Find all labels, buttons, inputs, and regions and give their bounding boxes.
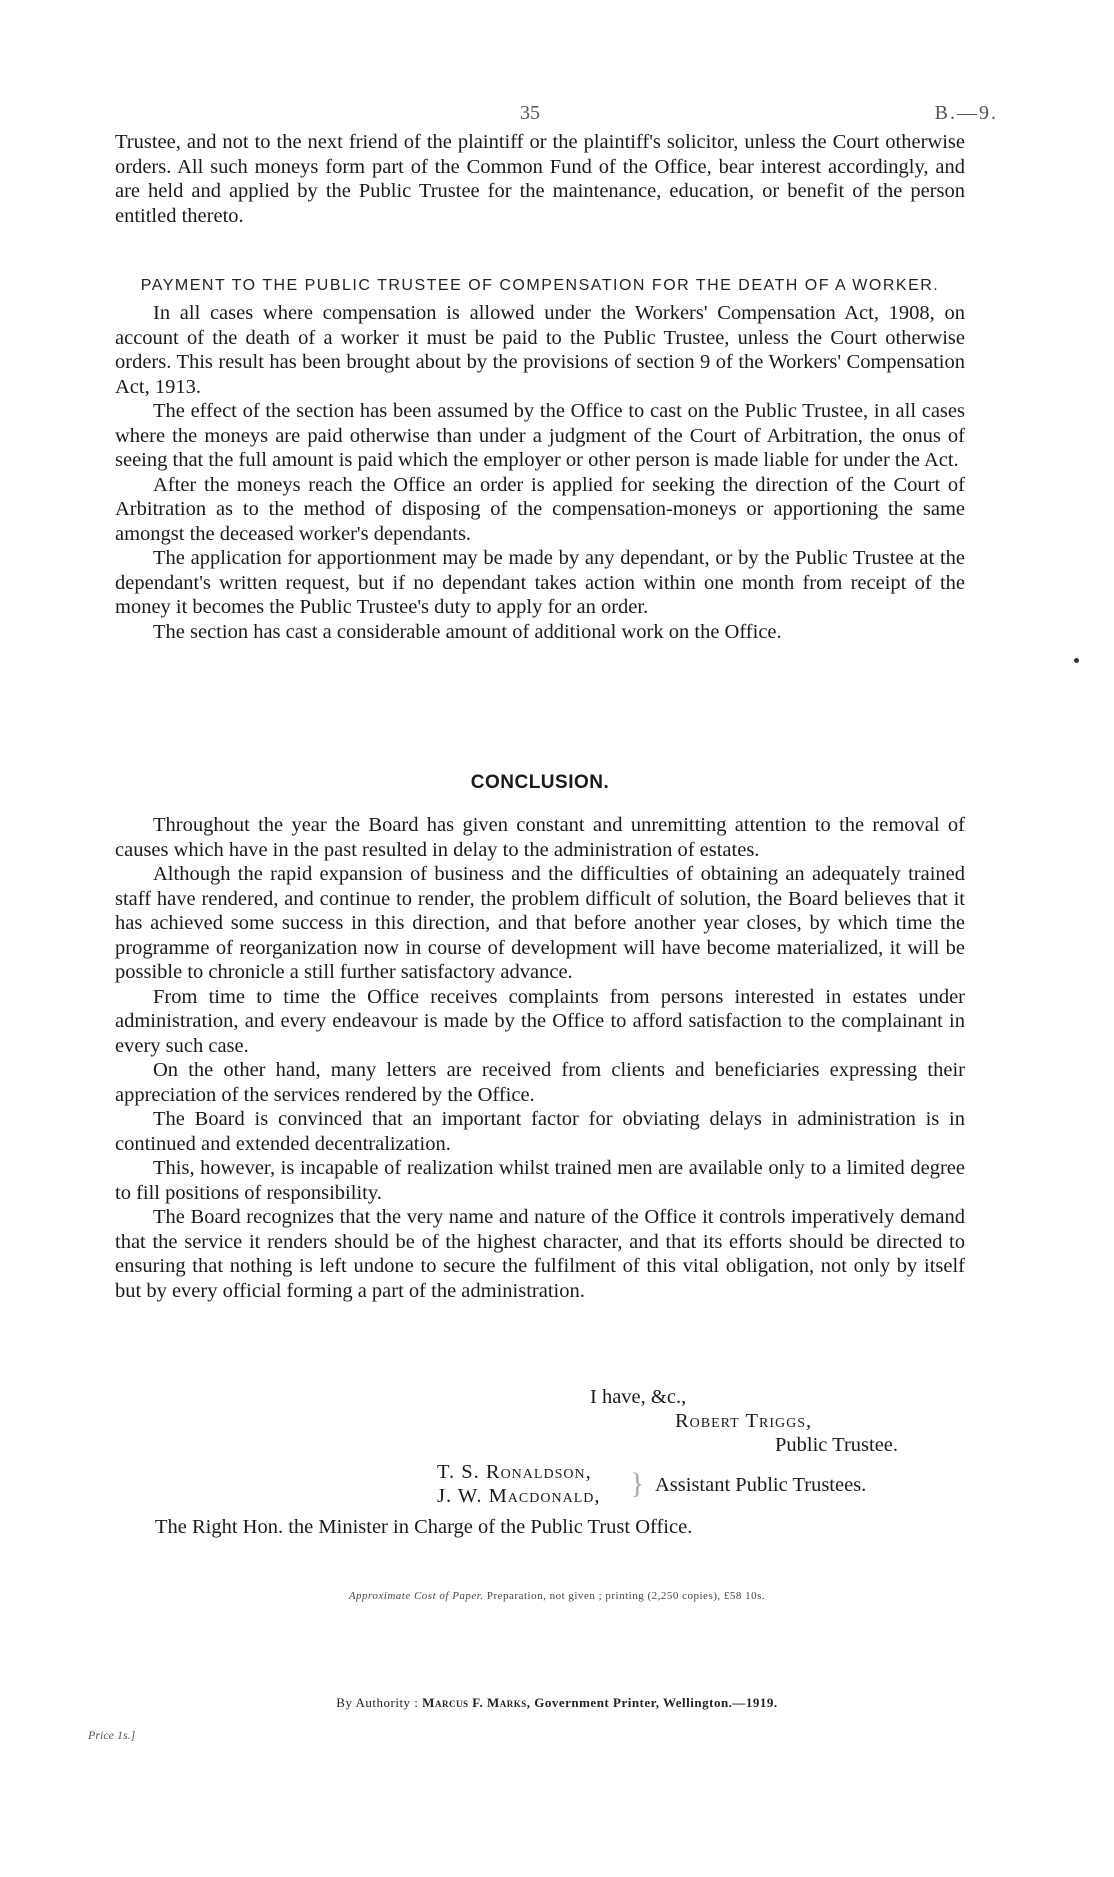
conclusion-paragraph-5: The Board is convinced that an important factor for obviating delays in administration is in continued and extended decentralization. (115, 1108, 965, 1155)
signature-title: Public Trustee. (775, 1434, 899, 1456)
conclusion-heading: CONCLUSION. (470, 772, 610, 793)
assistants-title: Assistant Public Trustees. (655, 1474, 867, 1496)
compensation-section (115, 275, 965, 644)
section-paragraph-5: The section has cast a considerable amount of additional work on the Office. (153, 620, 782, 643)
imprint-printer: Marcus F. Marks, (422, 1695, 531, 1710)
section-paragraph-1: In all cases where compensation is allowed under the Workers' Compensation Act, 1908, on account of the death of a worker it must be paid to the Public Trustee, unless the Court otherwise orders. This result has been brought about by the provisions of section 9 of the Workers' Compensation Act, 1913. (115, 302, 965, 398)
signature-name: Robert Triggs, (675, 1410, 813, 1432)
conclusion-paragraph-1: Throughout the year the Board has given constant and unremitting attention to the removal of causes which have in the past resulted in delay to the administration of estates. (115, 814, 965, 861)
addressee: The Right Hon. the Minister in Charge of the Public Trust Office. (155, 1516, 693, 1538)
section-paragraph-2: The effect of the section has been assumed by the Office to cast on the Public Trustee, in all cases where the moneys are paid otherwise than under a judgment of the Court of Arbitration, the onus of seeing that the full amount is paid which the employer or other person is made liable for under the Act. (115, 400, 965, 471)
section-paragraph-3: After the moneys reach the Office an order is applied for seeking the direction of the Court of Arbitration as to the method of disposing of the compensation-moneys or apportioning the same amongst the deceased worker's dependants. (115, 473, 965, 545)
print-speck (1074, 658, 1079, 663)
section-paragraph-4: The application for apportionment may be made by any dependant, or by the Public Trustee at the dependant's written request, but if no dependant takes action within one month from receipt of the money it becomes the Public Trustee's duty to apply for an order. (115, 547, 965, 618)
conclusion-paragraph-7: The Board recognizes that the very name and nature of the Office it controls imperatively demand that the service it renders should be of the highest character, and that its efforts should be directed to ensuring that nothing is left undone to secure the fulfilment of this vital obligation, not only by itself but by every official forming a part of the administration. (115, 1206, 965, 1302)
conclusion-section (115, 772, 965, 1303)
running-header (0, 102, 1114, 126)
price-note: Price 1s.] (88, 1728, 136, 1742)
imprint-suffix: Government Printer, Wellington.—1919. (534, 1695, 778, 1710)
assistant-trustee-1: T. S. Ronaldson, (437, 1461, 592, 1483)
imprint (0, 1695, 1114, 1711)
conclusion-paragraph-4: On the other hand, many letters are received from clients and beneficiaries expressing their appreciation of the services rendered by the Office. (115, 1059, 965, 1106)
cost-label: Approximate Cost of Paper. (348, 1590, 484, 1602)
intro-paragraph: Trustee, and not to the next friend of the plaintiff or the plaintiff's solicitor, unless the Court otherwise orders. All such moneys form part of the Common Fund of the Office, bear interest accordingly, and are held and applied by the Public Trustee for the maintenance, education, or benefit of the person entitled thereto. (115, 131, 965, 227)
cost-text: Preparation, not given ; printing (2,250 copies), £58 10s. (486, 1590, 766, 1602)
intro-block (115, 130, 965, 228)
conclusion-paragraph-6: This, however, is incapable of realization whilst trained men are available only to a limited degree to fill positions of responsibility. (115, 1157, 965, 1204)
assistants-brace-icon: } (630, 1467, 645, 1500)
conclusion-paragraph-3: From time to time the Office receives complaints from persons interested in estates under administration, and every endeavour is made by the Office to afford satisfaction to the complainant in every such case. (115, 985, 965, 1057)
conclusion-paragraph-2: Although the rapid expansion of business and the difficulties of obtaining an adequately trained staff have rendered, and continue to render, the problem difficult of solution, the Board believes that it has achieved some success in this direction, and that before another year closes, by which time the programme of reorganization now in course of development will have become materialized, it will be possible to chronicle a still further satisfactory advance. (115, 863, 965, 983)
imprint-prefix: By Authority : (336, 1695, 419, 1710)
section-heading: PAYMENT TO THE PUBLIC TRUSTEE OF COMPENSATION FOR THE DEATH OF A WORKER. (140, 277, 940, 294)
document-reference: B.—9. (934, 102, 998, 124)
cost-note (0, 1590, 1114, 1602)
page-number: 35 (520, 102, 540, 124)
assistant-trustee-2: J. W. Macdonald, (437, 1485, 601, 1507)
signature-closing: I have, &c., (590, 1386, 687, 1408)
